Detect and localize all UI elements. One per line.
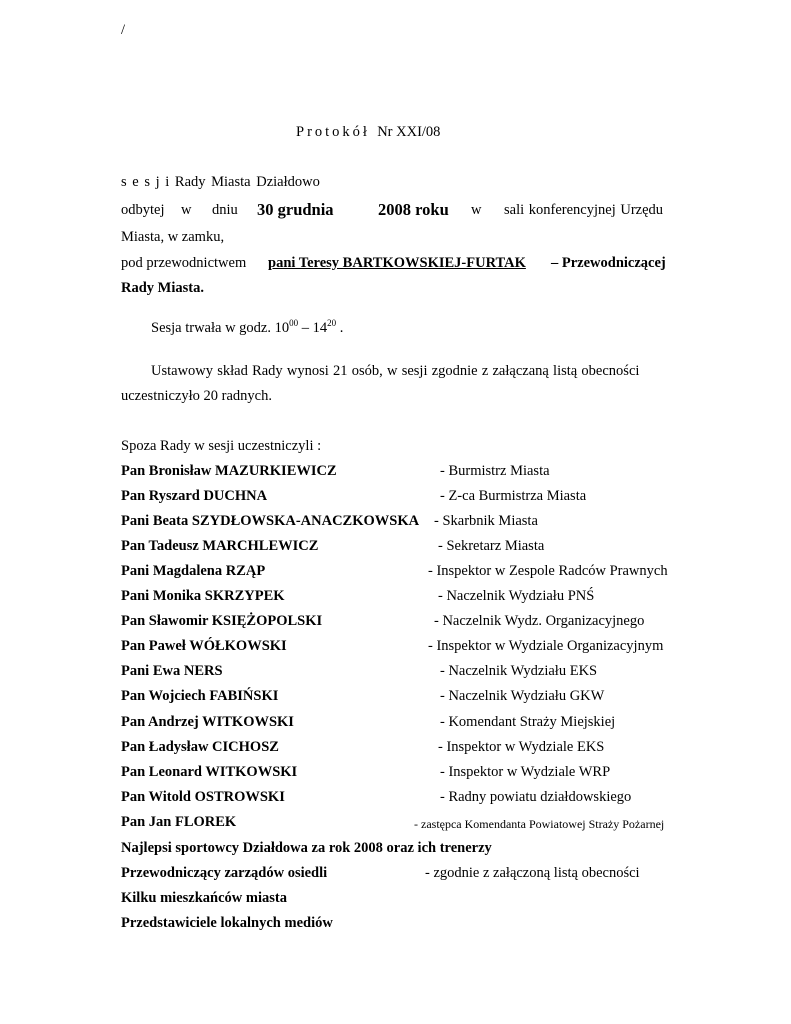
duration-end-minutes: 20 <box>327 318 337 328</box>
attendee-name: Pani Monika SKRZYPEK <box>121 588 285 604</box>
attendee-name: Pani Ewa NERS <box>121 663 223 679</box>
attendee-role: - Naczelnik Wydziału PNŚ <box>438 588 595 604</box>
attendee-name: Pan Leonard WITKOWSKI <box>121 764 298 780</box>
attendee-name: Pan Jan FLOREK <box>121 814 237 830</box>
held-w2: w <box>471 202 482 218</box>
session-date-day: 30 grudnia <box>257 200 334 219</box>
chair-prefix: pod przewodnictwem <box>121 255 247 271</box>
attendee-role: - Z-ca Burmistrza Miasta <box>440 488 587 504</box>
duration-start-minutes: 00 <box>289 318 299 328</box>
attendee-role: - Sekretarz Miasta <box>438 538 545 554</box>
duration-mid: – 14 <box>298 320 328 336</box>
attendee-role: - Naczelnik Wydziału GKW <box>440 688 605 704</box>
attendee-role: - Inspektor w Wydziale EKS <box>438 739 605 755</box>
held-prefix: odbytej <box>121 202 165 218</box>
attendee-name: Pan Ryszard DUCHNA <box>121 488 268 504</box>
held-dniu: dniu <box>212 202 238 218</box>
attendee-role: - zastępca Komendanta Powiatowej Straży Pożarnej <box>414 817 665 831</box>
session-line: s e s j i Rady Miasta Działdowo <box>121 174 320 190</box>
attendee-role: - Inspektor w Wydziale WRP <box>440 764 611 780</box>
attendee-role: - Naczelnik Wydziału EKS <box>440 663 598 679</box>
title-word: Protokół <box>296 124 370 140</box>
title-number: Nr XXI/08 <box>377 124 441 140</box>
attendee-name: Pan Wojciech FABIŃSKI <box>121 688 279 704</box>
held-line-2: Miasta, w zamku, <box>121 229 225 245</box>
attendee-role: - Skarbnik Miasta <box>434 513 538 529</box>
group-name: Przewodniczący zarządów osiedli <box>121 865 328 881</box>
session-duration <box>151 320 343 337</box>
attendee-role: - Naczelnik Wydz. Organizacyjnego <box>434 613 645 629</box>
group-name: Najlepsi sportowcy Działdowa za rok 2008 oraz ich trenerzy <box>121 840 492 856</box>
attendee-role: - Inspektor w Wydziale Organizacyjnym <box>428 638 664 654</box>
attendees-header: Spoza Rady w sesji uczestniczyli : <box>121 438 322 454</box>
document-title <box>296 124 440 141</box>
session-date-year: 2008 roku <box>378 200 449 219</box>
group-name: Przedstawiciele lokalnych mediów <box>121 915 333 931</box>
duration-prefix: Sesja trwała w godz. 10 <box>151 320 290 336</box>
attendee-role: - Radny powiatu działdowskiego <box>440 789 632 805</box>
top-slash-mark: / <box>121 22 126 38</box>
attendee-name: Pani Beata SZYDŁOWSKA-ANACZKOWSKA <box>121 513 420 529</box>
attendee-name: Pani Magdalena RZĄP <box>121 563 266 579</box>
group-name: Kilku mieszkańców miasta <box>121 890 287 906</box>
attendee-name: Pan Ładysław CICHOSZ <box>121 739 279 755</box>
held-location: sali konferencyjnej Urzędu <box>504 202 664 218</box>
composition-line-2: uczestniczyło 20 radnych. <box>121 388 272 404</box>
attendee-name: Pan Paweł WÓŁKOWSKI <box>121 638 287 654</box>
attendee-name: Pan Andrzej WITKOWSKI <box>121 714 294 730</box>
held-w: w <box>181 202 192 218</box>
attendee-name: Pan Tadeusz MARCHLEWICZ <box>121 538 319 554</box>
chair-suffix: – Przewodniczącej <box>551 255 666 271</box>
attendee-role: - Inspektor w Zespole Radców Prawnych <box>428 563 668 579</box>
group-role: - zgodnie z załączoną listą obecności <box>425 865 640 881</box>
attendee-role: - Burmistrz Miasta <box>440 463 550 479</box>
duration-suffix: . <box>336 320 344 336</box>
attendee-role: - Komendant Straży Miejskiej <box>440 714 616 730</box>
chair-name: pani Teresy BARTKOWSKIEJ-FURTAK <box>268 255 526 271</box>
chair-line-2: Rady Miasta. <box>121 280 204 296</box>
attendee-name: Pan Witold OSTROWSKI <box>121 789 285 805</box>
composition-line-1: Ustawowy skład Rady wynosi 21 osób, w sesji zgodnie z załączaną listą obecności <box>151 363 640 379</box>
attendee-name: Pan Sławomir KSIĘŻOPOLSKI <box>121 613 323 629</box>
attendee-name: Pan Bronisław MAZURKIEWICZ <box>121 463 337 479</box>
